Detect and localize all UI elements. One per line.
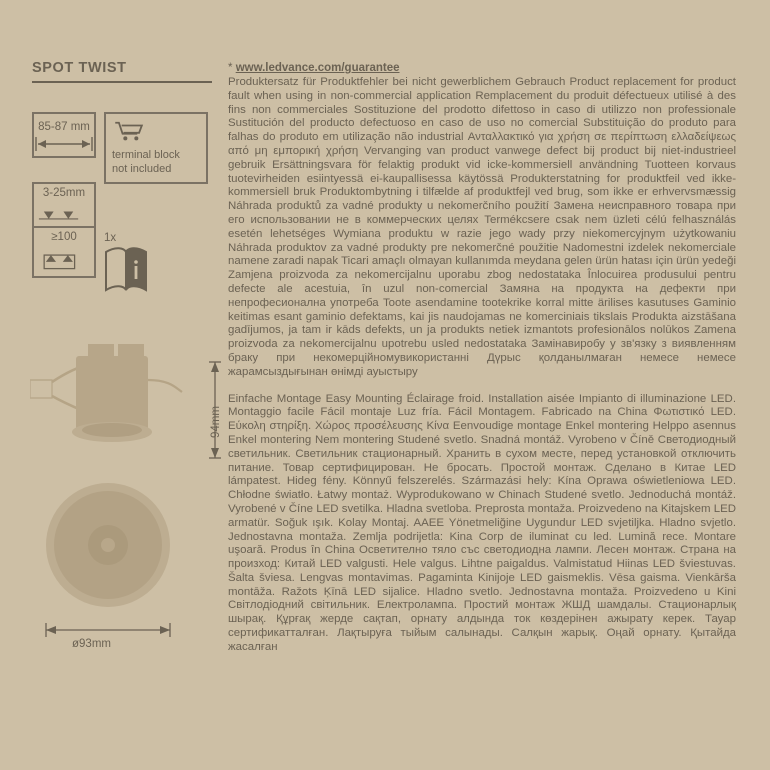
terminal-block-box (104, 112, 208, 184)
warranty-paragraph: Produktersatz für Produktfehler bei nicht gewerblichem Gebrauch Product replacement for product fault when using in non-commercial application Remplacement du produit défectueux utilisé à des fins non commerciales Sostituzione del prodotto difettoso in caso di utilizzo non professionale Sustitución del producto defectuoso en caso de uso no comercial Substituição do produto para falhas do produto em utilização não industrial Ανταλλακτικό για χρήση σε περίπτωση ελλαδείψεως από μη εμπορική χρήση Vervanging van product vanwege defect bij product bij niet-industrieel gebruik Ersättningsvara för felaktig produkt vid icke-kommersiell användning Tuotteen korvaus tuotevirheiden esiintyessä ei-kaupallisessa käytössä Produkterstatning for produktfeil ved ikke-kommersiell bruk Produktombytning i tilfælde af produktfejl ved brug, som ikke er erhvervsmæssig Náhrada produktů za vadné produkty u nekomerčního použití Замена неисправного товара при его использовании не в коммерческих целях Termékcsere csak nem üzleti célú felhasználás esetén lehetséges Wymiana produktu w razie jego wady przy niekomercyjnym użytkowaniu Náhrada produktov za vadné produkty pre nekomerčné použitie Nadomestni izdelek nekomerciale namene zaradi napak Ticari amaçlı olmayan kullanımda meydana gelen ürün hatası için ürün yedeği Zamjena proizvoda za nekomercijalnu uporabu zbog nedostataka Înlocuirea produsului pentru defecte ale acestuia, în uzul non-comercial Замяна на продукта на дефекти при непрофесионална употреба Toote asendamine tootekrike korral mitte ärilises kasutuses Gaminio keitimas esant gaminio defektams, kai jis naudojamas ne komerciniais tikslais Produkta aizstāšana gadījumos, ja tam ir kāds defekts, un ja produkts netiek izmantots profesionālos nolūkos Zamena proizvoda za nekomercijalnu upotrebu usled nedostataka Замінавиробу у зв'язку з виявленням браку при некомерційномувикористанні Дүрыс қолданылмаған немесе немесе жарамсыздығынан өнімді ауыстыру (228, 76, 736, 378)
downlight-bottom-view-drawing (38, 475, 188, 625)
cutout-size-label: 85-87 mm (38, 120, 90, 133)
diameter-dimension-label: ø93mm (72, 638, 111, 650)
downlight-side-section-drawing (30, 340, 200, 480)
instruction-manual-icon (104, 246, 148, 292)
terminal-block-line-2: not included (112, 162, 172, 175)
shopping-cart-icon (114, 120, 144, 142)
ceiling-thickness-label: 3-25mm (42, 187, 86, 199)
height-dimension-label: 94mm (210, 406, 222, 438)
mounting-paragraph: Einfache Montage Easy Mounting Éclairage froid. Installation aisée Impianto di illuminazione LED. Montaggio facile Fácil montaje Luz fría. Fácil Montagem. Fabricado na China Φωτιστικό LED. Εύκολη στηρίξη. Χώρος προσέλευσης Κίνα Eenvoudige montage Enkel montering Helppo asennus Enkel montering Nem montering Studené svetlo. Snadná montáž. Vyrobeno v Číně Светодиодный светильник. Светильник стационарный. Хранить в сухом месте, перед установкой отключить питание. Товар сертифицирован. Не бросать. Простой монтаж. Сделано в Китае LED lámpatest. Hideg fény. Könnyű felszerelés. Származási hely: Kína Oprawa oświetleniowa LED. Chłodne światło. Łatwy montaż. Wyprodukowano w Chinach Studené svetlo. Jednoduchá montáž. Vyrobené v Číne LED svetilka. Hladna svetloba. Preprosta montaža. Proizvedeno na Kitajskem LED armatür. Soğuk ışık. Kolay Montaj. AAEE Yönetmeliğine Uygundur LED svjetiljka. Hladno svjetlo. Jednostavna montaža. Zemlja podrijetla: Kina Corp de iluminat cu led. Lumină rece. Montare uşoară. Produs în China Осветително тяло със светодиодна лампи. Лесен монтаж. Страна на произход: Китай LED valgusti. Hele valgus. Lihtne paigaldus. Valmistatud Hiinas LED šviestuvas. Šalta šviesa. Lengvas montavimas. Pagaminta Kinijoje LED gaismeklis. Vēsa gaisma. Vienkārša montāža. Ražots Ķīnā LED sijalice. Hladno svetlo. Jednostavna montaža. Proizvedeno u Kini Світлодіодний світильник. Електролампа. Простий монтаж ЖШД шамдалы. Стационарлық шырақ. Құрғақ жерде сақтап, орнату алдында ток көздерінен ажырату керек. Тауар сертификатталған. Лақтыруға тыйым салынады. Салқын жарық. Оңай орнату. Қытайда жасалған (228, 392, 736, 653)
manual-block (104, 232, 208, 295)
guarantee-url[interactable]: www.ledvance.com/guarantee (235, 62, 400, 74)
pictogram-grid (32, 112, 214, 295)
page-title: SPOT TWIST (32, 60, 212, 83)
cutout-diameter-icon (34, 135, 94, 153)
terminal-block-line-1: terminal block (112, 148, 180, 161)
minimum-distance-box (32, 226, 96, 278)
minimum-distance-label: ≥100 (51, 231, 77, 243)
ceiling-thickness-icon (34, 205, 83, 223)
ceiling-thickness-box (32, 182, 96, 228)
manual-count-label: 1x (104, 232, 117, 244)
cutout-size-box (32, 112, 96, 158)
guarantee-line (228, 62, 736, 74)
minimum-distance-icon (34, 250, 85, 272)
diameter-dimension-arrow (38, 622, 188, 638)
dimension-drawings (30, 340, 220, 670)
left-column (32, 60, 212, 83)
asterisk-mark: * (228, 62, 233, 74)
right-text-column (228, 62, 736, 655)
